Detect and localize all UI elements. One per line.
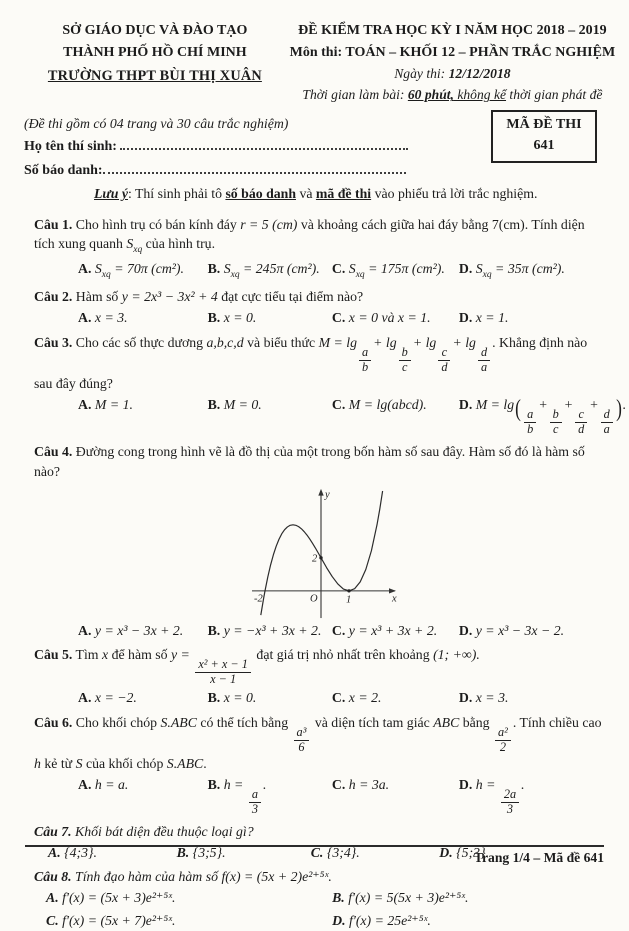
x-tick-neg-label: -2 <box>254 593 263 605</box>
subject-line: Môn thi: TOÁN – KHỐI 12 – PHẦN TRẮC NGHIỆM <box>289 44 616 60</box>
question-4-option-d: D. y = x³ − 3x − 2. <box>458 622 565 638</box>
question-7-option-a: A. {4;3}. <box>48 844 97 860</box>
page-number: Trang 1/4 – Mã đề 641 <box>473 850 604 865</box>
close-paren: ) <box>615 396 622 423</box>
x-axis-arrow <box>389 588 396 593</box>
question-8-option-d: D. f′(x) = 25e²⁺⁵ˣ. <box>332 913 431 929</box>
fraction: $\frac{\text{x² + x − 1}}{x - 1}$ <box>195 658 251 687</box>
exam-duration-line <box>286 84 619 105</box>
question-2-option-c: C. x = 0 và x = 1. <box>331 310 431 326</box>
fraction: $\frac{b}{c}$ <box>399 346 411 375</box>
fraction: $\frac{c}{d}$ <box>575 408 587 437</box>
question-4-text: Câu 4. Đường cong trong hình vẽ là đồ thị của một trong bốn hàm số sau đây. Hàm số đó là hàm số nào? <box>34 443 585 479</box>
question-7-option-d: D. {5;3}. <box>439 844 490 860</box>
exam-pages-note: (Đề thi gồm có 04 trang và 30 câu trắc nghiệm) <box>24 115 289 131</box>
exam-code-title: MÃ ĐỀ THI <box>506 116 582 132</box>
notice-text-3: vào phiếu trả lời trắc nghiệm. <box>371 186 538 202</box>
cubic-curve <box>261 491 383 615</box>
question-6-option-b: B. h = $\frac{a}{3}$ . <box>207 777 267 816</box>
candidate-info-section <box>24 113 629 206</box>
x-axis-label: x <box>392 593 397 605</box>
fraction: $\frac{d}{a}$ <box>478 346 490 375</box>
question-6 <box>34 713 607 817</box>
question-5-option-b: B. x = 0. <box>207 689 257 705</box>
question-6-options <box>78 775 607 817</box>
question-2-label: Câu 2. <box>34 289 73 305</box>
question-1-label: Câu 1. <box>34 216 73 232</box>
question-6-text: Câu 6. Cho khối chóp S.ABC có thể tích bằng $\frac{\text{a³}}{6}$ và diện tích tam giác ABC bằng $\frac{\text{a²}}{2}$ . Tính chiều cao h kẻ từ S của khối chóp S.ABC. <box>34 714 602 772</box>
question-3-text: Câu 3. Cho các số thực dương a,b,c,d và biểu thức M = lg $\frac{a}{b}$ + lg $\frac{b}{c}$ + lg $\frac{c}{d}$ + lg $\frac{d}{a}$ . Khẳng định nào sau đây đúng? <box>34 334 588 392</box>
fraction: $\frac{c}{d}$ <box>438 346 450 375</box>
question-1-t1: Cho hình trụ có bán kính đáy <box>75 216 241 232</box>
question-6-option-d: D. h = $\frac{2a}{3}$ . <box>458 777 525 816</box>
time-rest: thời gian phát đề <box>506 87 603 103</box>
curve-graph <box>246 484 422 620</box>
open-paren: ( <box>515 396 522 423</box>
question-5-options <box>78 688 607 708</box>
candidate-id-label: Số báo danh: <box>24 162 103 178</box>
question-3 <box>34 333 627 437</box>
question-3-label: Câu 3. <box>34 334 73 350</box>
question-4 <box>34 442 607 641</box>
question-4-option-a: A. y = x³ − 3x + 2. <box>78 622 184 638</box>
candidate-name-fill-line <box>120 138 408 150</box>
question-8-option-a: A. f′(x) = (5x + 3)e²⁺⁵ˣ. <box>46 890 176 906</box>
question-5-label: Câu 5. <box>34 647 73 663</box>
question-1-symbol: S <box>126 236 134 252</box>
fraction: $\frac{\text{a²}}{2}$ <box>495 726 511 755</box>
question-8-text: Câu 8. Tính đạo hàm của hàm số f(x) = (5x + 2)e²⁺⁵ˣ. <box>34 869 332 885</box>
question-1-option-a: A. $S_{xq} = 70\pi$ (cm²). <box>78 260 184 280</box>
question-2 <box>34 287 607 328</box>
exam-date-line <box>286 63 619 84</box>
question-2-option-a: A. x = 3. <box>78 310 128 326</box>
notice-underlined-2: mã đề thi <box>315 186 372 202</box>
question-4-options <box>78 621 607 641</box>
date-value: 12/12/2018 <box>448 66 511 82</box>
question-5-text: Câu 5. Tìm x để hàm số y = $\frac{\text{x² + x − 1}}{x - 1}$ đạt giá trị nhỏ nhất trên khoảng (1; +∞). <box>34 647 480 687</box>
question-2-options <box>78 308 607 328</box>
question-5 <box>34 645 607 707</box>
time-underlined: không kể <box>453 87 507 103</box>
question-7-option-c: C. {3;4}. <box>310 844 360 860</box>
y-axis-label: y <box>325 489 330 501</box>
notice-line <box>94 183 629 205</box>
question-1-math: r = 5 (cm) <box>240 216 298 232</box>
candidate-name-label: Họ tên thí sinh: <box>24 138 117 154</box>
fraction: $\frac{d}{a}$ <box>601 408 613 437</box>
question-4-option-c: C. y = x³ + 3x + 2. <box>331 622 438 638</box>
fraction: $\frac{a}{b}$ <box>524 408 536 437</box>
exam-title: ĐỀ KIỂM TRA HỌC KỲ I NĂM HỌC 2018 – 2019 <box>298 23 607 38</box>
question-3-option-a: A. M = 1. <box>78 397 133 413</box>
question-1-symbol-sub: xq <box>133 245 143 256</box>
question-4-option-b: B. y = −x³ + 3x + 2. <box>207 622 322 638</box>
y-intercept-point <box>319 556 322 559</box>
question-1-option-b: B. $S_{xq} = 245\pi$ (cm²). <box>207 260 320 280</box>
issuer-line-2: THÀNH PHỐ HỒ CHÍ MINH <box>63 45 247 61</box>
question-1-t2: và khoảng cách giữa hai đáy bằng 7(cm). Tính diện tích xung quanh <box>34 216 585 252</box>
question-7-text: Câu 7. Khối bát diện đều thuộc loại gì? <box>34 823 254 839</box>
question-8 <box>34 867 607 931</box>
notice-text-2: và <box>296 186 316 202</box>
question-6-option-c: C. h = 3a. <box>331 777 390 793</box>
question-2-text: Câu 2. Hàm số y = 2x³ − 3x² + 4 đạt cực tiểu tại điểm nào? <box>34 289 364 305</box>
question-5-option-c: C. x = 2. <box>331 689 382 705</box>
question-5-option-a: A. x = −2. <box>78 689 137 705</box>
exam-code-box <box>491 110 597 163</box>
question-8-label: Câu 8. <box>34 869 72 885</box>
exam-code-value: 641 <box>533 138 555 154</box>
y-axis-arrow <box>318 488 323 495</box>
question-3-option-b: B. M = 0. <box>207 397 262 413</box>
question-1-option-d: D. $S_{xq} = 35\pi$ (cm²). <box>458 260 565 280</box>
exam-header <box>0 0 629 106</box>
issuer-block <box>24 20 286 106</box>
question-2-option-b: B. x = 0. <box>207 310 257 326</box>
x-tick-pos-label: 1 <box>346 594 352 606</box>
fraction: $\frac{a}{3}$ <box>249 788 261 817</box>
time-duration: 60 phút, <box>407 87 454 103</box>
question-7-label: Câu 7. <box>34 823 72 839</box>
notice-underlined-1: số báo danh <box>225 186 296 202</box>
page-footer <box>25 845 604 866</box>
fraction: $\frac{2a}{3}$ <box>501 788 519 817</box>
question-3-options <box>78 395 627 437</box>
x-min-point <box>347 589 350 592</box>
y-tick-label: 2 <box>312 553 318 565</box>
fraction: $\frac{b}{c}$ <box>550 408 562 437</box>
question-1-t3: của hình trụ. <box>142 236 216 252</box>
question-1-text <box>34 215 607 258</box>
question-1 <box>34 215 607 283</box>
question-1-options <box>78 259 607 282</box>
questions-section <box>34 215 627 931</box>
school-name: TRƯỜNG THPT BÙI THỊ XUÂN <box>47 67 262 84</box>
question-1-option-c: C. $S_{xq} = 175\pi$ (cm²). <box>331 260 445 280</box>
fraction: $\frac{a}{b}$ <box>359 346 371 375</box>
question-3-option-c: C. M = lg(abcd). <box>331 397 427 413</box>
candidate-id-fill-line <box>103 162 406 174</box>
origin-label: O <box>310 593 318 605</box>
question-6-label: Câu 6. <box>34 714 73 730</box>
issuer-line-1: SỞ GIÁO DỤC VÀ ĐÀO TẠO <box>62 23 248 38</box>
notice-text-1: : Thí sinh phải tô <box>127 186 226 202</box>
question-8-option-c: C. f′(x) = (5x + 7)e²⁺⁵ˣ. <box>46 913 176 929</box>
date-label: Ngày thi: <box>394 66 449 82</box>
question-8-option-b: B. f′(x) = 5(5x + 3)e²⁺⁵ˣ. <box>332 890 469 906</box>
question-8-options <box>46 888 607 931</box>
notice-label: Lưu ý <box>94 186 128 202</box>
time-label: Thời gian làm bài: <box>302 87 408 103</box>
fraction: $\frac{\text{a³}}{6}$ <box>294 726 310 755</box>
question-5-option-d: D. x = 3. <box>458 689 509 705</box>
question-2-option-d: D. x = 1. <box>458 310 509 326</box>
question-7-option-b: B. {3;5}. <box>176 844 226 860</box>
question-3-option-d: D. M = lg( $\frac{a}{b}$ + $\frac{b}{c}$ + $\frac{c}{d}$ + $\frac{d}{a}$ ). <box>458 396 627 437</box>
exam-info-block <box>286 20 619 106</box>
question-6-option-a: A. h = a. <box>78 777 129 793</box>
question-4-label: Câu 4. <box>34 443 73 459</box>
